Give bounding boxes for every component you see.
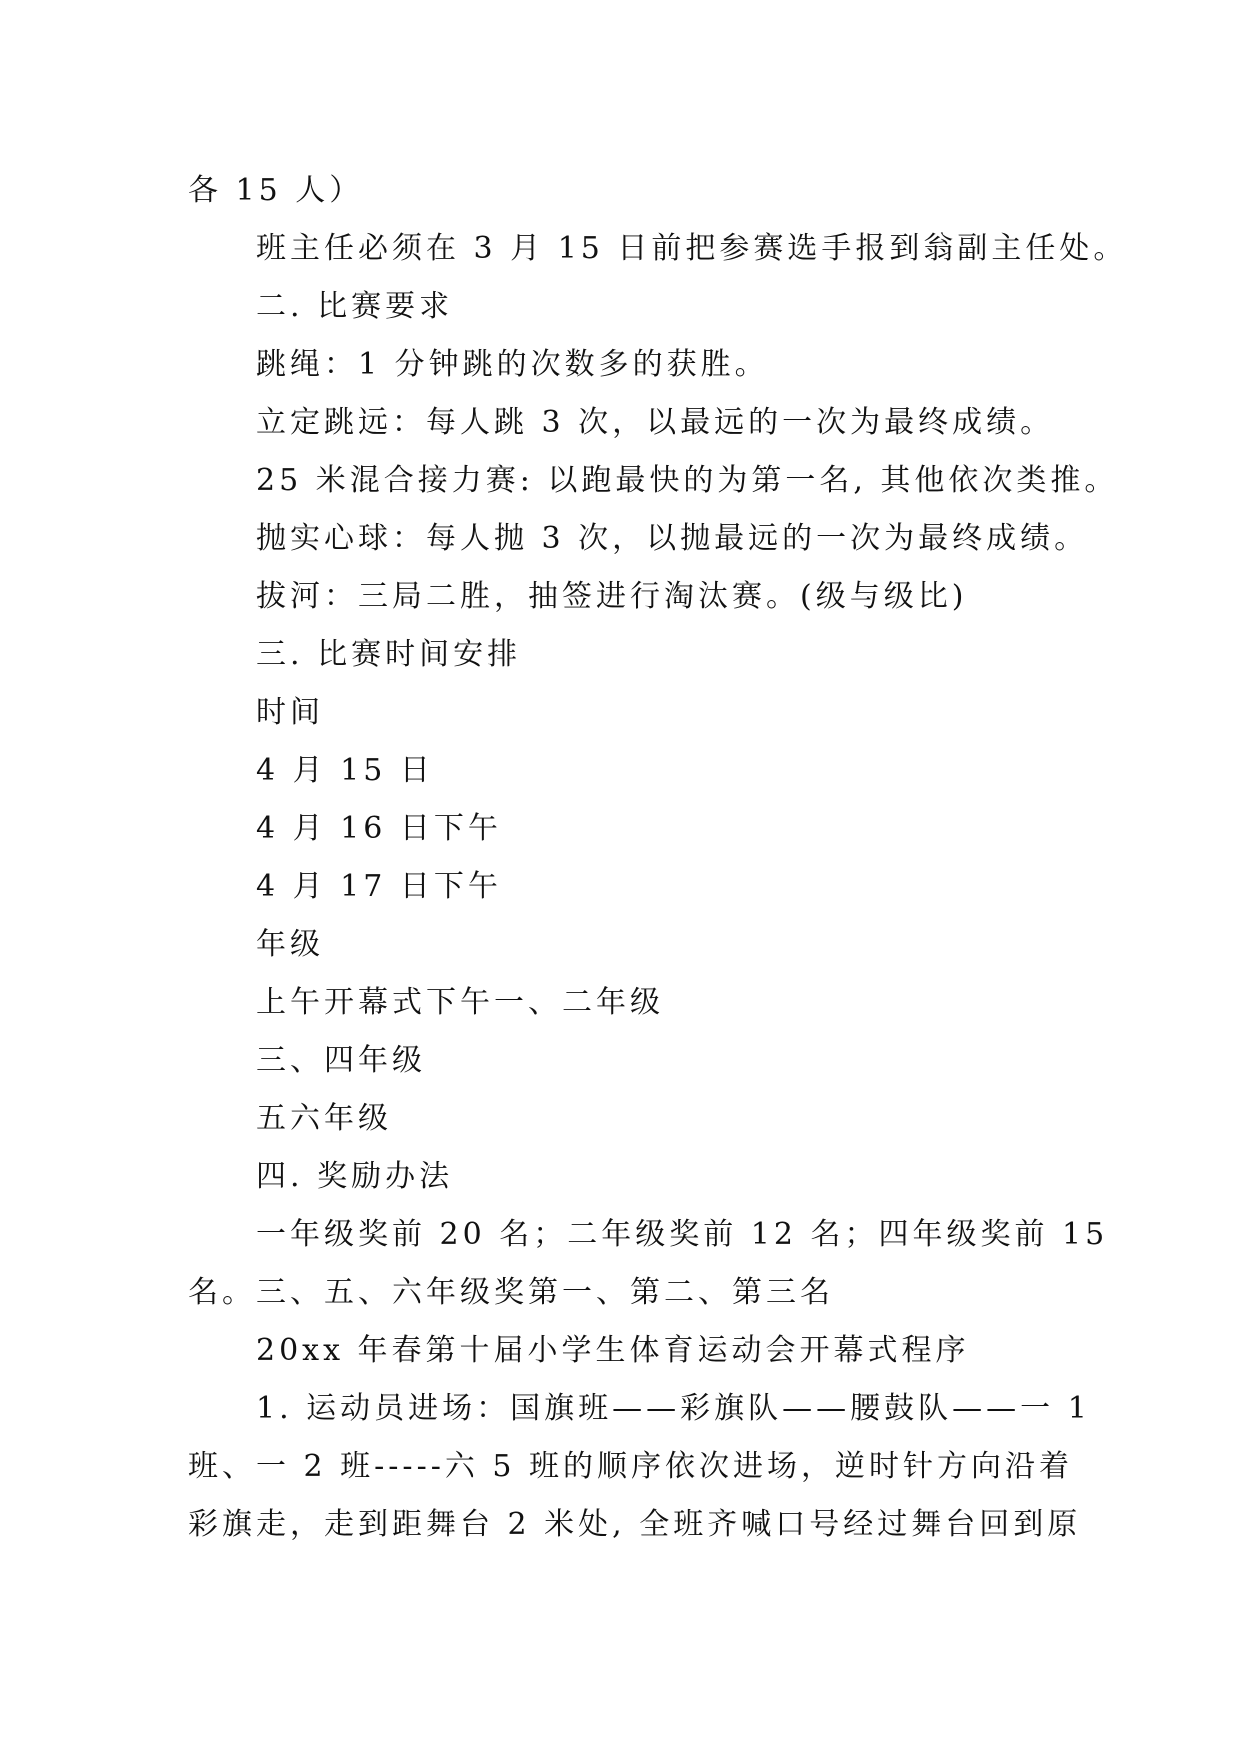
paragraph: 各 15 人） bbox=[188, 173, 364, 208]
paragraph: 抛实心球：每人抛 3 次，以抛最远的一次为最终成绩。 bbox=[256, 521, 1089, 556]
document-body bbox=[188, 162, 1128, 1554]
paragraph: 时间 bbox=[256, 695, 324, 730]
paragraph: 20xx 年春第十届小学生体育运动会开幕式程序 bbox=[256, 1333, 970, 1368]
paragraph: 1. 运动员进场：国旗班——彩旗队——腰鼓队——一 1 bbox=[256, 1391, 1091, 1426]
paragraph: 一年级奖前 20 名；二年级奖前 12 名；四年级奖前 15 bbox=[256, 1217, 1109, 1252]
paragraph: 上午开幕式下午一、二年级 bbox=[256, 985, 664, 1020]
paragraph: 二. 比赛要求 bbox=[256, 289, 454, 324]
paragraph: 4 月 16 日下午 bbox=[256, 811, 502, 846]
paragraph: 名。三、五、六年级奖第一、第二、第三名 bbox=[188, 1275, 834, 1310]
paragraph: 班、一 2 班-----六 5 班的顺序依次进场，逆时针方向沿着 bbox=[188, 1449, 1074, 1484]
paragraph: 年级 bbox=[256, 927, 324, 962]
paragraph: 彩旗走，走到距舞台 2 米处, 全班齐喊口号经过舞台回到原 bbox=[188, 1507, 1082, 1542]
paragraph: 五六年级 bbox=[256, 1101, 392, 1136]
paragraph: 立定跳远：每人跳 3 次，以最远的一次为最终成绩。 bbox=[256, 405, 1055, 440]
paragraph: 三、四年级 bbox=[256, 1043, 426, 1078]
paragraph: 班主任必须在 3 月 15 日前把参赛选手报到翁副主任处。 bbox=[256, 231, 1128, 266]
paragraph: 4 月 15 日 bbox=[256, 753, 434, 788]
paragraph: 拔河：三局二胜，抽签进行淘汰赛。(级与级比) bbox=[256, 579, 968, 614]
paragraph: 25 米混合接力赛: 以跑最快的为第一名, 其他依次类推。 bbox=[256, 463, 1119, 498]
paragraph: 跳绳：1 分钟跳的次数多的获胜。 bbox=[256, 347, 769, 382]
paragraph: 四. 奖励办法 bbox=[256, 1159, 454, 1194]
paragraph: 三. 比赛时间安排 bbox=[256, 637, 522, 672]
paragraph: 4 月 17 日下午 bbox=[256, 869, 502, 904]
